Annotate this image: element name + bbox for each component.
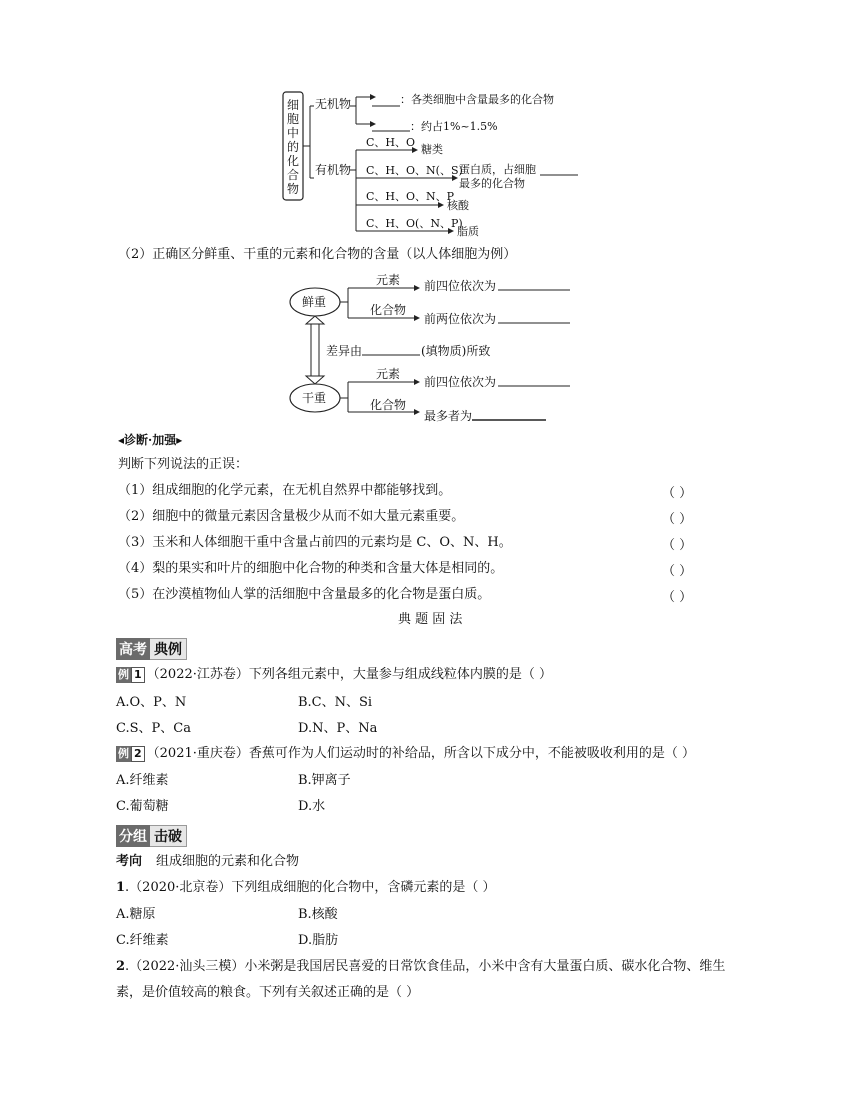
topic-row (116, 853, 299, 871)
dry-most-label: 最多者为 (424, 409, 473, 423)
option-d[interactable]: D.脂肪 (298, 933, 339, 948)
topic-text: 组成细胞的元素和化合物 (156, 854, 300, 869)
title-char: 胞 (286, 112, 299, 126)
answer-parentheses[interactable]: （ ） (662, 512, 693, 527)
group-breakthrough-badge (116, 825, 187, 847)
question1-stem: .（2020·北京卷）下列组成细胞的化合物中，含磷元素的是（ ） (125, 880, 496, 895)
judgment-item: （4）梨的果实和叶片的细胞中化合物的种类和含量大体是相同的。 (118, 561, 504, 576)
judgment-item: （1）组成细胞的化学元素，在无机自然界中都能够找到。 (118, 483, 452, 498)
title-char: 中 (286, 126, 299, 140)
option-a[interactable]: A.O、P、N (116, 695, 187, 710)
question-number: 1 (116, 880, 126, 895)
option-a[interactable]: A.糖原 (116, 907, 156, 922)
example-tag: 例 2 (116, 746, 145, 762)
organic-element-1: C、H、O (366, 136, 416, 149)
fresh-top4-label: 前四位依次为 (424, 279, 497, 293)
badge-light-text: 典例 (150, 638, 187, 660)
title-char: 细 (286, 98, 299, 112)
diagram1-vertical-title (286, 98, 300, 196)
organic-item-protein: 蛋白质，占细胞 (459, 163, 536, 176)
fresh-element-label: 元素 (376, 273, 401, 287)
title-char: 化 (286, 154, 299, 168)
topic-label: 考向 (116, 854, 143, 869)
option-b[interactable]: B.C、N、Si (298, 695, 373, 710)
answer-parentheses[interactable]: （ ） (662, 486, 693, 501)
example1-stem: （2022·江苏卷）下列各组元素中，大量参与组成线粒体内膜的是（ ） (146, 667, 553, 682)
option-b[interactable]: B.核酸 (298, 907, 338, 922)
option-c[interactable]: C.S、P、Ca (116, 721, 191, 736)
judgment-item: （2）细胞中的微量元素因含量极少从而不如大量元素重要。 (118, 509, 465, 524)
question2-stem-line1: .（2022·汕头三模）小米粥是我国居民喜爱的日常饮食佳品，小米中含有大量蛋白质、碳水化合物、维生 (125, 959, 726, 974)
dry-element-label: 元素 (376, 367, 401, 381)
judgment-item: （5）在沙漠植物仙人掌的活细胞中含量最多的化合物是蛋白质。 (118, 587, 491, 602)
organic-item-nucleic: 核酸 (447, 199, 469, 212)
option-d[interactable]: D.N、P、Na (298, 721, 378, 736)
example2-stem: （2021·重庆卷）香蕉可作为人们运动时的补给品，所含以下成分中，不能被吸收利用的是（ ） (146, 746, 696, 761)
answer-parentheses[interactable]: （ ） (662, 538, 693, 553)
title-char: 物 (286, 182, 299, 196)
fresh-top2-label: 前两位依次为 (424, 312, 497, 326)
question2-stem-row (116, 958, 725, 976)
badge-dark-text: 分组 (116, 825, 150, 847)
option-d[interactable]: D.水 (298, 799, 326, 814)
diff-prefix: 差异由 (326, 344, 363, 358)
dry-compound-label: 化合物 (370, 398, 407, 412)
organic-item-lipid: 脂质 (457, 225, 479, 238)
inorganic-label: 无机物 (315, 97, 352, 111)
example-tag: 例 1 (116, 667, 145, 683)
example2-stem-row (116, 745, 695, 763)
fresh-weight-label: 鲜重 (302, 295, 327, 309)
diagnosis-heading: ◂诊断·加强▸ (118, 433, 183, 447)
dry-weight-label: 干重 (302, 391, 327, 405)
question-number: 2 (116, 959, 126, 974)
badge-dark-text: 高考 (116, 638, 150, 660)
inorganic-item-salt: ：约占1%~1.5% (410, 120, 498, 133)
gaokao-examples-badge (116, 638, 187, 660)
dry-top4-label: 前四位依次为 (424, 375, 497, 389)
section2-title: （2）正确区分鲜重、干重的元素和化合物的含量（以人体细胞为例） (118, 247, 517, 262)
diagnosis-instruction: 判断下列说法的正误： (118, 457, 249, 472)
organic-element-4: C、H、O(、N、P) (366, 217, 463, 230)
judgment-item: （3）玉米和人体细胞干重中含量占前四的元素均是 C、O、N、H。 (118, 535, 512, 550)
answer-parentheses[interactable]: （ ） (662, 590, 693, 605)
inorganic-item-water: ：各类细胞中含量最多的化合物 (400, 93, 554, 106)
diff-suffix: (填物质)所致 (421, 344, 491, 358)
title-char: 的 (286, 140, 299, 154)
question2-stem-line2: 素，是价值较高的粮食。下列有关叙述正确的是（ ） (116, 985, 420, 1000)
organic-item-sugar: 糖类 (421, 143, 443, 156)
organic-element-3: C、H、O、N、P (366, 190, 455, 203)
center-heading: 典 题 固 法 (398, 612, 463, 627)
example1-stem-row (116, 666, 552, 684)
option-c[interactable]: C.纤维素 (116, 933, 169, 948)
title-char: 合 (286, 168, 299, 182)
answer-parentheses[interactable]: （ ） (662, 564, 693, 579)
organic-element-2: C、H、O、N(、S) (366, 164, 463, 177)
organic-item-protein-2: 最多的化合物 (459, 177, 525, 190)
badge-light-text: 击破 (150, 825, 187, 847)
fresh-compound-label: 化合物 (370, 303, 407, 317)
option-a[interactable]: A.纤维素 (116, 773, 169, 788)
option-b[interactable]: B.钾离子 (298, 773, 351, 788)
organic-label: 有机物 (315, 163, 352, 177)
option-c[interactable]: C.葡萄糖 (116, 799, 169, 814)
question1-stem-row (116, 879, 496, 897)
